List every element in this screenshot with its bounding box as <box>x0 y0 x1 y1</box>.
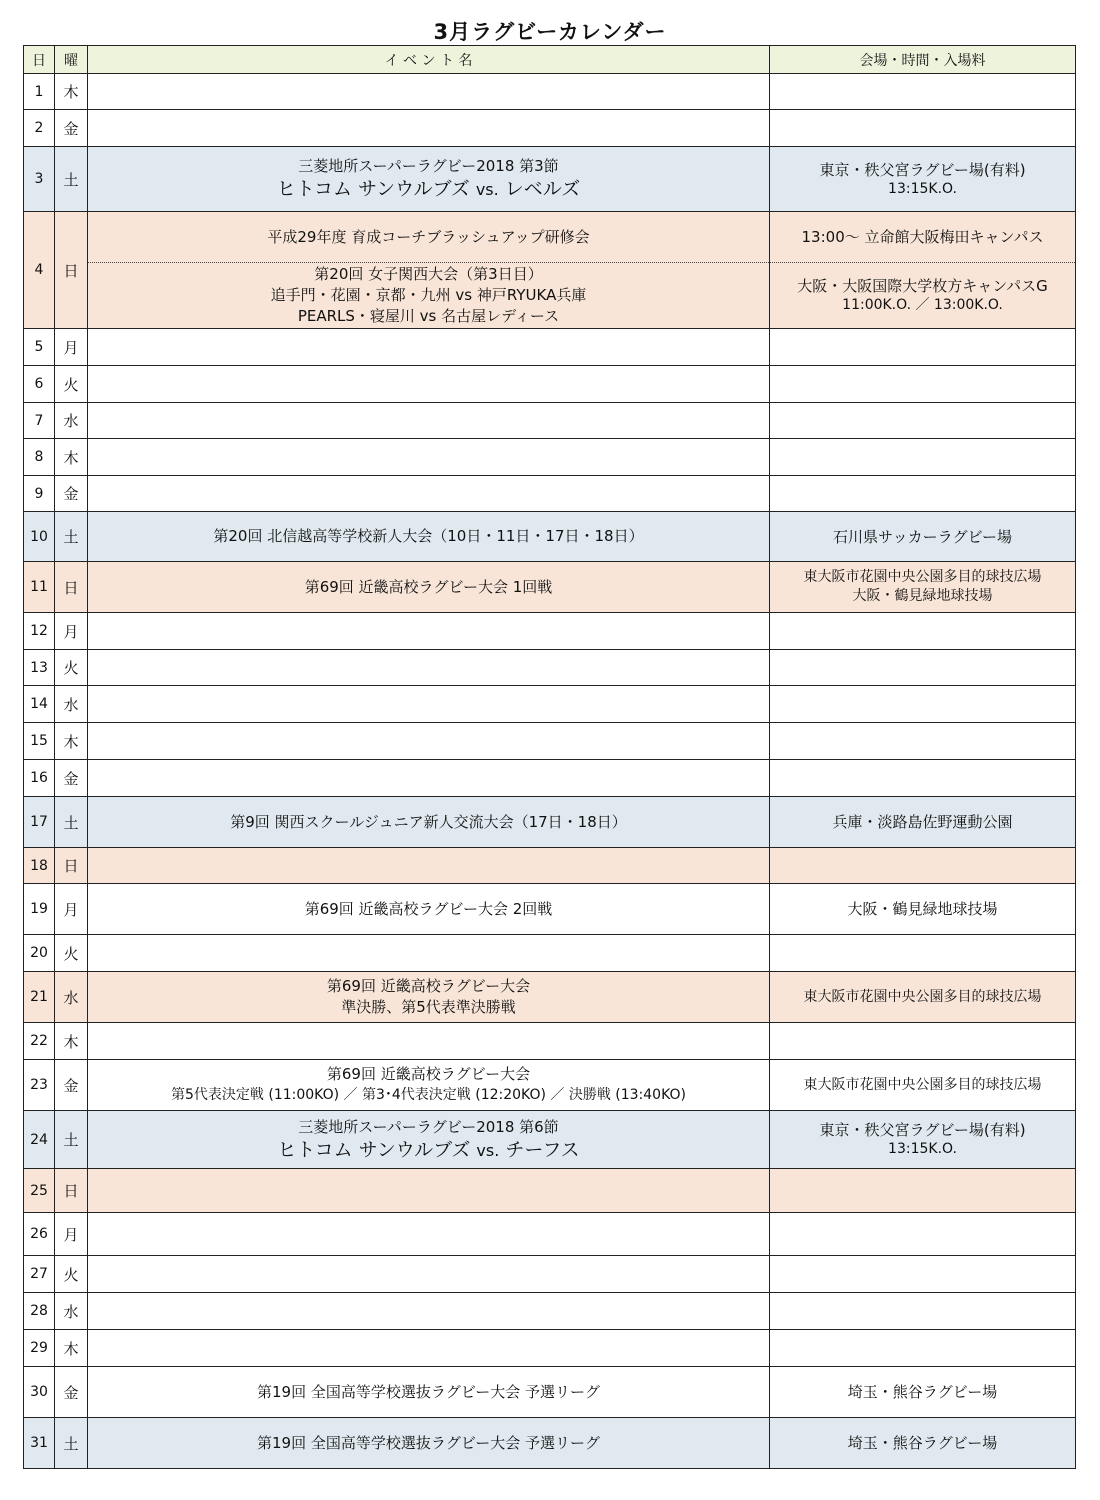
event-cell <box>88 1293 770 1330</box>
vs-label: vs. <box>475 180 499 199</box>
kickoff-time: 11:00K.O. ／ 13:00K.O. <box>842 297 1003 313</box>
event-cell <box>88 403 770 439</box>
weekday: 金 <box>55 760 88 797</box>
venue-name: 兵庫・淡路島佐野運動公園 <box>832 813 1013 831</box>
venue-cell <box>770 1367 1076 1418</box>
event-title: 第19回 全国高等学校選抜ラグビー大会 予選リーグ <box>256 1382 601 1401</box>
calendar-row <box>24 1169 1076 1213</box>
venue-cell <box>770 1418 1076 1469</box>
weekday: 木 <box>55 723 88 760</box>
venue-cell <box>770 686 1076 723</box>
weekday: 火 <box>55 935 88 972</box>
event-cell <box>88 329 770 366</box>
day-number: 19 <box>24 884 55 935</box>
event-cell <box>88 760 770 797</box>
venue-name: 13:00〜 立命館大阪梅田キャンパス <box>801 228 1044 246</box>
venue-name: 東京・秩父宮ラグビー場(有料) <box>819 160 1026 179</box>
weekday: 日 <box>55 848 88 884</box>
day-number: 9 <box>24 476 55 512</box>
event-title: 三菱地所スーパーラグビー2018 第6節 <box>298 1117 559 1136</box>
day-number: 15 <box>24 723 55 760</box>
day-number: 4 <box>24 212 55 329</box>
event-title: 三菱地所スーパーラグビー2018 第3節 <box>298 157 559 175</box>
calendar-row <box>24 613 1076 650</box>
venue-name: 大阪・鶴見緑地球技場 <box>847 900 998 918</box>
event-cell <box>88 110 770 147</box>
weekday: 水 <box>55 686 88 723</box>
event-cell <box>88 723 770 760</box>
venue-name: 東大阪市花園中央公園多目的球技広場 <box>803 988 1042 1005</box>
weekday: 月 <box>55 884 88 935</box>
away-team: チーフス <box>499 1138 580 1161</box>
venue-cell <box>770 760 1076 797</box>
event-cell <box>88 1023 770 1060</box>
page-title: 3月ラグビーカレンダー <box>433 20 667 44</box>
day-number: 23 <box>24 1060 55 1111</box>
day-number: 3 <box>24 147 55 212</box>
away-team: レベルズ <box>498 178 581 200</box>
venue-cell <box>770 1330 1076 1367</box>
venue-cell <box>770 74 1076 110</box>
venue-cell <box>770 723 1076 760</box>
weekday: 土 <box>55 1418 88 1469</box>
event-cell <box>88 562 770 613</box>
weekday: 月 <box>55 613 88 650</box>
calendar-row <box>24 263 1076 329</box>
event-title: 第9回 関西スクールジュニア新人交流大会（17日・18日） <box>230 812 627 831</box>
calendar-row <box>24 686 1076 723</box>
kickoff-time: 13:15K.O. <box>888 180 957 197</box>
calendar-row <box>24 1111 1076 1169</box>
event-matchup: PEARLS・寝屋川 vs 名古屋レディース <box>297 307 560 325</box>
venue-cell <box>770 147 1076 212</box>
day-number: 22 <box>24 1023 55 1060</box>
venue-cell <box>770 439 1076 476</box>
calendar-row <box>24 1023 1076 1060</box>
calendar-row <box>24 972 1076 1023</box>
venue-cell <box>770 935 1076 972</box>
kickoff-time: 13:15K.O. <box>888 1141 957 1157</box>
calendar-row <box>24 1367 1076 1418</box>
event-cell <box>88 1367 770 1418</box>
venue-cell <box>770 512 1076 562</box>
header-event: イ ベ ン ト 名 <box>88 46 770 74</box>
day-number: 10 <box>24 512 55 562</box>
weekday: 土 <box>55 147 88 212</box>
venue-cell <box>770 848 1076 884</box>
event-title: 第69回 近畿高校ラグビー大会 2回戦 <box>304 899 553 918</box>
venue-cell <box>770 613 1076 650</box>
venue-cell <box>770 212 1076 263</box>
weekday: 金 <box>55 476 88 512</box>
event-cell <box>88 797 770 848</box>
day-number: 11 <box>24 562 55 613</box>
event-title: 第69回 近畿高校ラグビー大会 1回戦 <box>304 577 553 596</box>
venue-cell <box>770 366 1076 403</box>
calendar-row <box>24 1256 1076 1293</box>
event-cell <box>88 512 770 562</box>
weekday: 水 <box>55 972 88 1023</box>
weekday: 火 <box>55 650 88 686</box>
vs-label: vs. <box>476 1140 500 1160</box>
calendar-row <box>24 212 1076 263</box>
venue-cell <box>770 884 1076 935</box>
venue-cell <box>770 972 1076 1023</box>
venue-cell <box>770 797 1076 848</box>
header-row <box>24 46 1076 74</box>
event-cell <box>88 935 770 972</box>
event-subtitle: 準決勝、第5代表準決勝戦 <box>341 998 516 1016</box>
event-cell <box>88 74 770 110</box>
day-number: 6 <box>24 366 55 403</box>
event-cell <box>88 972 770 1023</box>
day-number: 30 <box>24 1367 55 1418</box>
calendar-row <box>24 650 1076 686</box>
event-cell <box>88 884 770 935</box>
venue-cell <box>770 1169 1076 1213</box>
day-number: 28 <box>24 1293 55 1330</box>
event-cell <box>88 212 770 263</box>
venue-cell <box>770 1060 1076 1111</box>
venue-name: 大阪・大阪国際大学枚方キャンパスG <box>797 277 1048 295</box>
day-number: 18 <box>24 848 55 884</box>
weekday: 木 <box>55 1023 88 1060</box>
day-number: 25 <box>24 1169 55 1213</box>
weekday: 木 <box>55 74 88 110</box>
venue-cell <box>770 1293 1076 1330</box>
calendar-row <box>24 723 1076 760</box>
venue-cell <box>770 1111 1076 1169</box>
calendar-row <box>24 884 1076 935</box>
weekday: 金 <box>55 1060 88 1111</box>
calendar-row <box>24 1293 1076 1330</box>
venue-name: 大阪・鶴見緑地球技場 <box>852 588 993 604</box>
event-cell <box>88 848 770 884</box>
venue-cell <box>770 263 1076 329</box>
event-title: 第69回 近畿高校ラグビー大会 <box>326 977 531 995</box>
venue-cell <box>770 1256 1076 1293</box>
home-team: ヒトコム サンウルブズ <box>277 1138 477 1161</box>
event-cell <box>88 366 770 403</box>
event-title: 第20回 女子関西大会（第3日目） <box>314 265 543 283</box>
weekday: 土 <box>55 512 88 562</box>
venue-name: 石川県サッカーラグビー場 <box>832 527 1013 546</box>
calendar-row <box>24 439 1076 476</box>
venue-name: 埼玉・熊谷ラグビー場 <box>847 1383 998 1401</box>
calendar-row <box>24 366 1076 403</box>
day-number: 20 <box>24 935 55 972</box>
day-number: 12 <box>24 613 55 650</box>
weekday: 日 <box>55 1169 88 1213</box>
venue-cell <box>770 650 1076 686</box>
venue-name: 東大阪市花園中央公園多目的球技広場 <box>803 569 1042 585</box>
weekday: 月 <box>55 1213 88 1256</box>
calendar-row <box>24 403 1076 439</box>
weekday: 土 <box>55 1111 88 1169</box>
weekday: 火 <box>55 1256 88 1293</box>
event-cell <box>88 476 770 512</box>
day-number: 17 <box>24 797 55 848</box>
day-number: 8 <box>24 439 55 476</box>
weekday: 日 <box>55 562 88 613</box>
venue-cell <box>770 329 1076 366</box>
weekday: 木 <box>55 439 88 476</box>
event-cell <box>88 1060 770 1111</box>
event-matchup: 追手門・花園・京都・九州 vs 神戸RYUKA兵庫 <box>270 286 587 304</box>
calendar-row <box>24 329 1076 366</box>
day-number: 1 <box>24 74 55 110</box>
header-dow: 曜 <box>55 46 88 74</box>
event-cell <box>88 686 770 723</box>
event-title: 第20回 北信越高等学校新人大会（10日・11日・17日・18日） <box>213 527 644 545</box>
calendar-row <box>24 1330 1076 1367</box>
venue-cell <box>770 562 1076 613</box>
calendar-row <box>24 1418 1076 1469</box>
event-cell <box>88 613 770 650</box>
venue-cell <box>770 110 1076 147</box>
venue-name: 東京・秩父宮ラグビー場(有料) <box>819 1121 1026 1139</box>
weekday: 月 <box>55 329 88 366</box>
event-matchup <box>88 1138 769 1163</box>
calendar-row <box>24 935 1076 972</box>
venue-cell <box>770 403 1076 439</box>
calendar-row <box>24 74 1076 110</box>
event-cell <box>88 263 770 329</box>
calendar-row <box>24 760 1076 797</box>
day-number: 21 <box>24 972 55 1023</box>
venue-cell <box>770 1023 1076 1060</box>
header-venue: 会場・時間・入場料 <box>770 46 1076 74</box>
venue-cell <box>770 476 1076 512</box>
calendar-row <box>24 476 1076 512</box>
header-day: 日 <box>24 46 55 74</box>
event-cell <box>88 1330 770 1367</box>
day-number: 31 <box>24 1418 55 1469</box>
day-number: 7 <box>24 403 55 439</box>
day-number: 29 <box>24 1330 55 1367</box>
calendar-row <box>24 848 1076 884</box>
weekday: 日 <box>55 212 88 329</box>
event-cell <box>88 439 770 476</box>
event-title: 第19回 全国高等学校選抜ラグビー大会 予選リーグ <box>256 1433 601 1452</box>
event-cell <box>88 1213 770 1256</box>
home-team: ヒトコム サンウルブズ <box>276 178 476 200</box>
weekday: 木 <box>55 1330 88 1367</box>
day-number: 13 <box>24 650 55 686</box>
venue-cell <box>770 1213 1076 1256</box>
calendar-row <box>24 512 1076 562</box>
day-number: 16 <box>24 760 55 797</box>
day-number: 24 <box>24 1111 55 1169</box>
event-cell <box>88 1111 770 1169</box>
event-title: 平成29年度 育成コーチブラッシュアップ研修会 <box>267 227 590 246</box>
venue-name: 東大阪市花園中央公園多目的球技広場 <box>803 1076 1042 1093</box>
weekday: 金 <box>55 110 88 147</box>
weekday: 土 <box>55 797 88 848</box>
day-number: 2 <box>24 110 55 147</box>
event-title: 第69回 近畿高校ラグビー大会 <box>326 1065 531 1083</box>
calendar-row <box>24 1060 1076 1111</box>
event-cell <box>88 1418 770 1469</box>
event-cell <box>88 1256 770 1293</box>
day-number: 27 <box>24 1256 55 1293</box>
day-number: 14 <box>24 686 55 723</box>
day-number: 26 <box>24 1213 55 1256</box>
calendar-table <box>23 45 1076 1469</box>
venue-name: 埼玉・熊谷ラグビー場 <box>847 1434 998 1452</box>
calendar-row <box>24 562 1076 613</box>
calendar-row <box>24 1213 1076 1256</box>
event-subtitle: 第5代表決定戦 (11:00KO) ／ 第3･4代表決定戦 (12:20KO) ／ 決勝戦 (13:40KO) <box>171 1087 686 1103</box>
weekday: 金 <box>55 1367 88 1418</box>
event-matchup <box>88 177 769 202</box>
day-number: 5 <box>24 329 55 366</box>
weekday: 火 <box>55 366 88 403</box>
event-cell <box>88 650 770 686</box>
event-cell <box>88 147 770 212</box>
calendar-row <box>24 110 1076 147</box>
event-cell <box>88 1169 770 1213</box>
weekday: 水 <box>55 403 88 439</box>
weekday: 水 <box>55 1293 88 1330</box>
calendar-row <box>24 797 1076 848</box>
calendar-row <box>24 147 1076 212</box>
